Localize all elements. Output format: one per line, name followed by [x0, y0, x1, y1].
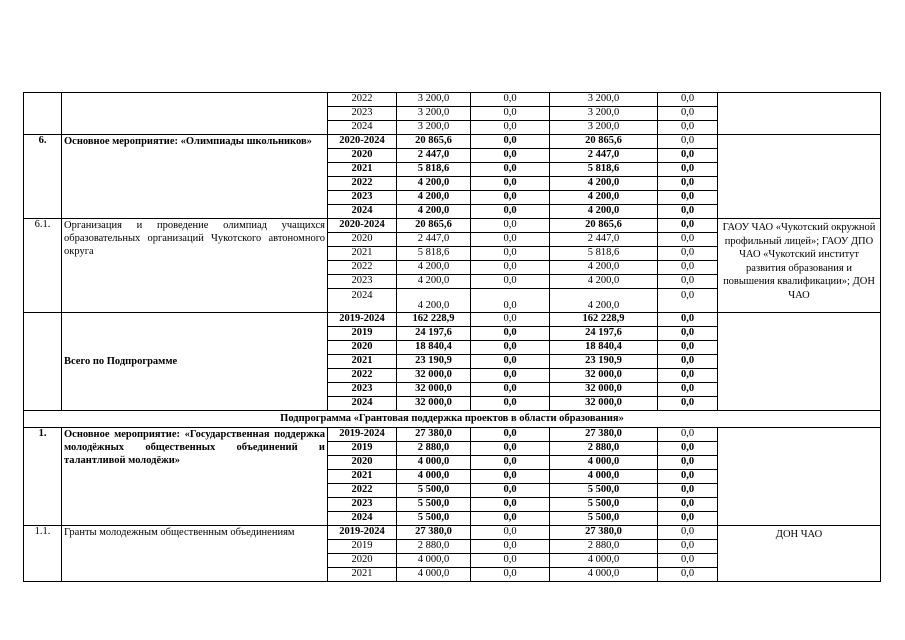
table-row: [24, 428, 881, 442]
total-cell: 2 447,0: [397, 233, 471, 247]
regional-cell: 4 200,0: [550, 261, 658, 275]
total-cell: 2 880,0: [397, 540, 471, 554]
total-cell: 4 000,0: [397, 470, 471, 484]
other-cell: 0,0: [658, 149, 718, 163]
name-cell: Гранты молодежным общественным объединениям: [62, 526, 328, 582]
regional-cell: 2 447,0: [550, 233, 658, 247]
other-cell: 0,0: [658, 442, 718, 456]
table-row: [24, 526, 881, 540]
total-cell: 4 200,0: [397, 261, 471, 275]
executor-cell: [718, 135, 881, 219]
regional-cell: 5 500,0: [550, 512, 658, 526]
total-cell: 24 197,6: [397, 327, 471, 341]
other-cell: 0,0: [658, 121, 718, 135]
num-cell: [24, 93, 62, 135]
total-cell: 5 500,0: [397, 498, 471, 512]
executor-cell: [718, 428, 881, 526]
total-cell: 2 447,0: [397, 149, 471, 163]
other-cell: 0,0: [658, 397, 718, 411]
regional-cell: 4 000,0: [550, 554, 658, 568]
regional-cell: 32 000,0: [550, 397, 658, 411]
other-cell: 0,0: [658, 327, 718, 341]
total-cell: 27 380,0: [397, 428, 471, 442]
federal-cell: 0,0: [471, 568, 550, 582]
total-cell: 5 818,6: [397, 247, 471, 261]
federal-cell: 0,0: [471, 149, 550, 163]
other-cell: 0,0: [658, 470, 718, 484]
total-cell: 23 190,9: [397, 355, 471, 369]
year-cell: 2023: [328, 107, 397, 121]
year-cell: 2024: [328, 121, 397, 135]
year-cell: 2022: [328, 369, 397, 383]
other-cell: 0,0: [658, 512, 718, 526]
regional-cell: 27 380,0: [550, 526, 658, 540]
federal-cell: 0,0: [471, 369, 550, 383]
total-cell: 32 000,0: [397, 397, 471, 411]
regional-cell: 24 197,6: [550, 327, 658, 341]
subprogram-total-label: Всего по Подпрограмме: [62, 313, 328, 411]
executor-cell: ГАОУ ЧАО «Чукотский окружной профильный лицей»; ГАОУ ДПО ЧАО «Чукотский институт развития образования и повышения квалификации»; ДОН ЧАО: [718, 219, 881, 313]
table-row: [24, 93, 881, 107]
year-cell: 2020-2024: [328, 135, 397, 149]
regional-cell: 3 200,0: [550, 93, 658, 107]
federal-cell: 0,0: [471, 177, 550, 191]
federal-cell: 0,0: [471, 397, 550, 411]
executor-cell: ДОН ЧАО: [718, 526, 881, 582]
federal-cell: 0,0: [471, 540, 550, 554]
federal-cell: 0,0: [471, 247, 550, 261]
total-cell: 32 000,0: [397, 383, 471, 397]
num-cell: 1.1.: [24, 526, 62, 582]
regional-cell: 5 500,0: [550, 498, 658, 512]
regional-cell: 5 500,0: [550, 484, 658, 498]
year-cell: 2022: [328, 93, 397, 107]
year-cell: 2019: [328, 540, 397, 554]
regional-cell: 32 000,0: [550, 383, 658, 397]
year-cell: 2020-2024: [328, 219, 397, 233]
other-cell: 0,0: [658, 428, 718, 442]
federal-cell: 0,0: [471, 442, 550, 456]
other-cell: 0,0: [658, 205, 718, 219]
other-cell: 0,0: [658, 498, 718, 512]
other-cell: 0,0: [658, 191, 718, 205]
year-cell: 2021: [328, 470, 397, 484]
year-cell: 2021: [328, 355, 397, 369]
num-cell: 6.1.: [24, 219, 62, 313]
year-cell: 2019-2024: [328, 313, 397, 327]
year-cell: 2020: [328, 554, 397, 568]
year-cell: 2024: [328, 512, 397, 526]
total-cell: 4 200,0: [397, 205, 471, 219]
other-cell: 0,0: [658, 369, 718, 383]
federal-cell: 0,0: [471, 135, 550, 149]
federal-cell: 0,0: [471, 512, 550, 526]
federal-cell: 0,0: [471, 275, 550, 289]
regional-cell: 162 228,9: [550, 313, 658, 327]
total-cell: 4 200,0: [397, 177, 471, 191]
total-cell: 18 840,4: [397, 341, 471, 355]
total-cell: 32 000,0: [397, 369, 471, 383]
federal-cell: 0,0: [471, 313, 550, 327]
regional-cell: 3 200,0: [550, 121, 658, 135]
federal-cell: 0,0: [471, 355, 550, 369]
regional-cell: 32 000,0: [550, 369, 658, 383]
num-cell: 6.: [24, 135, 62, 219]
regional-cell: 4 200,0: [550, 289, 658, 313]
year-cell: 2019: [328, 442, 397, 456]
year-cell: 2020: [328, 341, 397, 355]
total-cell: 5 500,0: [397, 512, 471, 526]
budget-table: [23, 92, 881, 582]
other-cell: 0,0: [658, 233, 718, 247]
other-cell: 0,0: [658, 341, 718, 355]
federal-cell: 0,0: [471, 107, 550, 121]
year-cell: 2023: [328, 275, 397, 289]
regional-cell: 5 818,6: [550, 247, 658, 261]
year-cell: 2023: [328, 191, 397, 205]
federal-cell: 0,0: [471, 498, 550, 512]
total-cell: 4 000,0: [397, 554, 471, 568]
federal-cell: 0,0: [471, 121, 550, 135]
federal-cell: 0,0: [471, 289, 550, 313]
year-cell: 2022: [328, 484, 397, 498]
total-cell: 4 000,0: [397, 456, 471, 470]
num-cell: [24, 313, 62, 411]
other-cell: 0,0: [658, 219, 718, 233]
regional-cell: 3 200,0: [550, 107, 658, 121]
total-cell: 27 380,0: [397, 526, 471, 540]
total-cell: 4 200,0: [397, 275, 471, 289]
other-cell: 0,0: [658, 313, 718, 327]
year-cell: 2024: [328, 205, 397, 219]
regional-cell: 4 200,0: [550, 191, 658, 205]
table-row: [24, 135, 881, 149]
year-cell: 2020: [328, 233, 397, 247]
other-cell: 0,0: [658, 355, 718, 369]
table-row: [24, 219, 881, 233]
total-cell: 4 000,0: [397, 568, 471, 582]
other-cell: 0,0: [658, 568, 718, 582]
total-cell: 5 818,6: [397, 163, 471, 177]
other-cell: 0,0: [658, 383, 718, 397]
other-cell: 0,0: [658, 177, 718, 191]
other-cell: 0,0: [658, 540, 718, 554]
year-cell: 2020: [328, 456, 397, 470]
total-cell: 2 880,0: [397, 442, 471, 456]
other-cell: 0,0: [658, 526, 718, 540]
regional-cell: 4 200,0: [550, 205, 658, 219]
regional-cell: 2 880,0: [550, 540, 658, 554]
federal-cell: 0,0: [471, 470, 550, 484]
other-cell: 0,0: [658, 261, 718, 275]
federal-cell: 0,0: [471, 233, 550, 247]
other-cell: 0,0: [658, 247, 718, 261]
regional-cell: 4 000,0: [550, 456, 658, 470]
other-cell: 0,0: [658, 107, 718, 121]
other-cell: 0,0: [658, 456, 718, 470]
year-cell: 2023: [328, 383, 397, 397]
name-cell: Основное мероприятие: «Государственная поддержка молодёжных общественных объединений и талантливой молодёжи»: [62, 428, 328, 526]
other-cell: 0,0: [658, 275, 718, 289]
subprogram-title: Подпрограмма «Грантовая поддержка проектов в области образования»: [24, 411, 881, 428]
federal-cell: 0,0: [471, 554, 550, 568]
federal-cell: 0,0: [471, 456, 550, 470]
year-cell: 2021: [328, 247, 397, 261]
federal-cell: 0,0: [471, 428, 550, 442]
regional-cell: 2 447,0: [550, 149, 658, 163]
year-cell: 2024: [328, 289, 397, 313]
other-cell: 0,0: [658, 484, 718, 498]
other-cell: 0,0: [658, 163, 718, 177]
total-cell: 4 200,0: [397, 191, 471, 205]
other-cell: 0,0: [658, 135, 718, 149]
regional-cell: 4 000,0: [550, 470, 658, 484]
regional-cell: 4 000,0: [550, 568, 658, 582]
regional-cell: 4 200,0: [550, 275, 658, 289]
federal-cell: 0,0: [471, 219, 550, 233]
federal-cell: 0,0: [471, 205, 550, 219]
year-cell: 2019: [328, 327, 397, 341]
federal-cell: 0,0: [471, 341, 550, 355]
name-cell: Организация и проведение олимпиад учащихся образовательных организаций Чукотского автономного округа: [62, 219, 328, 313]
regional-cell: 20 865,6: [550, 219, 658, 233]
federal-cell: 0,0: [471, 484, 550, 498]
total-cell: 3 200,0: [397, 121, 471, 135]
year-cell: 2021: [328, 568, 397, 582]
federal-cell: 0,0: [471, 383, 550, 397]
table-row: [24, 313, 881, 327]
regional-cell: 20 865,6: [550, 135, 658, 149]
total-cell: 5 500,0: [397, 484, 471, 498]
regional-cell: 5 818,6: [550, 163, 658, 177]
year-cell: 2022: [328, 261, 397, 275]
federal-cell: 0,0: [471, 191, 550, 205]
executor-cell: [718, 313, 881, 411]
federal-cell: 0,0: [471, 261, 550, 275]
federal-cell: 0,0: [471, 526, 550, 540]
federal-cell: 0,0: [471, 163, 550, 177]
federal-cell: 0,0: [471, 93, 550, 107]
total-cell: 20 865,6: [397, 135, 471, 149]
name-cell: Основное мероприятие: «Олимпиады школьников»: [62, 135, 328, 219]
total-cell: 162 228,9: [397, 313, 471, 327]
year-cell: 2024: [328, 397, 397, 411]
executor-cell: [718, 93, 881, 135]
name-cell: [62, 93, 328, 135]
other-cell: 0,0: [658, 289, 718, 313]
federal-cell: 0,0: [471, 327, 550, 341]
total-cell: 3 200,0: [397, 93, 471, 107]
year-cell: 2020: [328, 149, 397, 163]
regional-cell: 18 840,4: [550, 341, 658, 355]
total-cell: 3 200,0: [397, 107, 471, 121]
total-cell: 4 200,0: [397, 289, 471, 313]
other-cell: 0,0: [658, 93, 718, 107]
other-cell: 0,0: [658, 554, 718, 568]
num-cell: 1.: [24, 428, 62, 526]
regional-cell: 4 200,0: [550, 177, 658, 191]
section-heading-row: [24, 411, 881, 428]
year-cell: 2022: [328, 177, 397, 191]
regional-cell: 23 190,9: [550, 355, 658, 369]
year-cell: 2019-2024: [328, 428, 397, 442]
year-cell: 2019-2024: [328, 526, 397, 540]
total-cell: 20 865,6: [397, 219, 471, 233]
year-cell: 2023: [328, 498, 397, 512]
regional-cell: 2 880,0: [550, 442, 658, 456]
year-cell: 2021: [328, 163, 397, 177]
regional-cell: 27 380,0: [550, 428, 658, 442]
